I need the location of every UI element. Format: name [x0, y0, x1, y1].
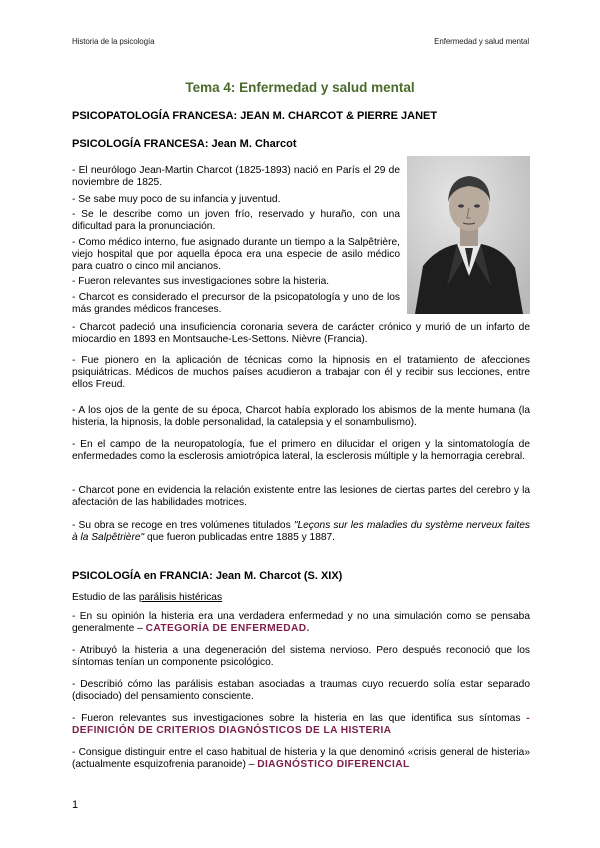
paragraph — [72, 713, 530, 737]
running-header-right: Enfermedad y salud mental — [434, 37, 529, 46]
paragraph: - Se le describe como un joven frío, reservado y huraño, con una dificultad para la pronunciación. — [72, 209, 400, 233]
highlight: DIAGNÓSTICO DIFERENCIAL — [257, 759, 410, 771]
paragraph: - Se sabe muy poco de su infancia y juventud. — [72, 194, 281, 205]
text: - En su opinión la histeria era una verdadera enfermedad y no una simulación como se pensaba generalmente – — [72, 611, 530, 635]
paragraph-intro — [72, 592, 530, 604]
paragraph: - Describió cómo las parálisis estaban asociadas a traumas cuyo recuerdo solía estar separado (disociado) del pensamiento consciente. — [72, 679, 530, 703]
paragraph: - En el campo de la neuropatología, fue el primero en dilucidar el origen y la sintomatología de enfermedades como la esclerosis amiotrópica lateral, la esclerosis múltiple y la hemorragia cerebral. — [72, 439, 530, 463]
underlined-term: parálisis histéricas — [138, 592, 223, 603]
paragraph: - Charcot padeció una insuficiencia coronaria severa de carácter crónico y murió de un infarto de miocardio en 1893 en Montsauche-Les-Settons. Nièvre (Francia). — [72, 322, 530, 346]
paragraph — [72, 747, 530, 771]
page-title: Tema 4: Enfermedad y salud mental — [185, 80, 415, 95]
charcot-portrait-photo — [407, 156, 530, 314]
page-number: 1 — [72, 799, 79, 811]
text: Estudio de las — [72, 592, 139, 603]
paragraph-works — [72, 520, 530, 544]
text: - Consigue distinguir entre el caso habitual de histeria y la que denominó «crisis general de histeria» (actualmente esquizofrenia paranoide) – — [72, 747, 530, 771]
heading-psicopatologia: PSICOPATOLOGÍA FRANCESA: JEAN M. CHARCOT & PIERRE JANET — [72, 110, 438, 122]
book-title: "Leçons sur les maladies du système nerveux faites à la Salpêtrière" — [72, 520, 530, 544]
paragraph: - El neurólogo Jean-Martin Charcot (1825-1893) nació en París el 29 de noviembre de 1825. — [72, 165, 400, 189]
text: - Su obra se recoge en tres volúmenes titulados — [72, 520, 294, 531]
text: que fueron publicadas entre 1885 y 1887. — [144, 532, 336, 544]
heading-psicologia-francesa: PSICOLOGÍA FRANCESA: Jean M. Charcot — [72, 138, 297, 150]
running-header-left: Historia de la psicología — [72, 37, 155, 46]
text: - Fueron relevantes sus investigaciones sobre la histeria en las que identifica sus síntomas — [72, 713, 527, 724]
portrait-illustration — [407, 156, 530, 314]
heading-psicologia-en-francia: PSICOLOGÍA en FRANCIA: Jean M. Charcot (S. XIX) — [72, 570, 343, 582]
paragraph: - Atribuyó la histeria a una degeneración del sistema nervioso. Pero después reconoció que los síntomas tenían un componente psicológico. — [72, 645, 530, 669]
paragraph: - Fue pionero en la aplicación de técnicas como la hipnosis en el tratamiento de afecciones psiquiátricas. Médicos de muchos países acudieron a trabajar con él y recibir sus lecciones, entre ellos Freud. — [72, 355, 530, 391]
paragraph: - A los ojos de la gente de su época, Charcot había explorado los abismos de la mente humana (la histeria, la hipnosis, la doble personalidad, la catalepsia y el sonambulismo). — [72, 405, 530, 429]
highlight: -DEFINICIÓN DE CRITERIOS DIAGNÓSTICOS DE LA HISTERIA — [72, 713, 530, 737]
highlight: CATEGORÍA DE ENFERMEDAD. — [145, 623, 310, 635]
paragraph: - Fueron relevantes sus investigaciones sobre la histeria. — [72, 276, 330, 287]
paragraph: - Como médico interno, fue asignado durante un tiempo a la Salpêtrière, viejo hospital que por aquella época era una especie de asilo médico para cuatro o cinco mil ancianos. — [72, 237, 400, 273]
paragraph: - Charcot pone en evidencia la relación existente entre las lesiones de ciertas partes del cerebro y la afectación de las habilidades motrices. — [72, 485, 530, 509]
paragraph — [72, 611, 530, 635]
paragraph: - Charcot es considerado el precursor de la psicopatología y uno de los más grandes médicos franceses. — [72, 292, 400, 316]
